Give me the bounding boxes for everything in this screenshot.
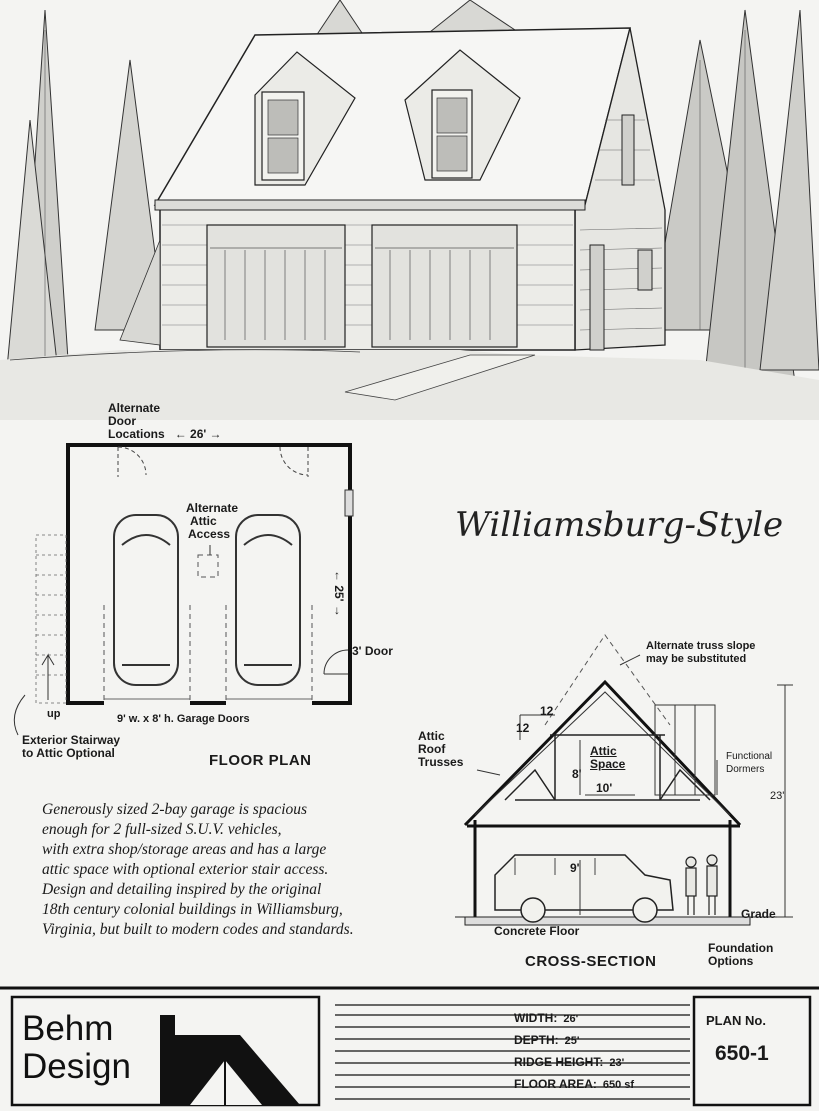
truss-slope-note: Alternate truss slope may be substituted bbox=[646, 640, 756, 665]
attic-width-label: 10' bbox=[596, 781, 613, 795]
pitch-rise-label: 12 bbox=[516, 721, 530, 735]
description-line: Design and detailing inspired by the original bbox=[42, 881, 322, 898]
description-line: Generously sized 2-bay garage is spacious bbox=[42, 801, 308, 818]
cross-section-title: CROSS-SECTION bbox=[525, 953, 657, 970]
concrete-floor-label: Concrete Floor bbox=[494, 924, 580, 938]
width-dimension: ← 26' → bbox=[174, 427, 222, 441]
garage-doors-label: 9' w. x 8' h. Garage Doors bbox=[117, 713, 250, 725]
grade-label: Grade bbox=[741, 907, 776, 921]
plan-number: 650-1 bbox=[715, 1042, 769, 1065]
spec-floor-area: FLOOR AREA: 650 sf bbox=[514, 1077, 635, 1091]
cross-section-drawing bbox=[455, 630, 819, 940]
attic-space-label: Attic Space bbox=[590, 744, 626, 771]
plan-number-label: PLAN No. bbox=[706, 1013, 766, 1028]
description-line: 18th century colonial buildings in Williamsburg, bbox=[42, 901, 343, 918]
stair-up-label: up bbox=[47, 708, 61, 720]
description-line: enough for 2 full-sized S.U.V. vehicles, bbox=[42, 821, 282, 838]
spec-depth: DEPTH: 25' bbox=[514, 1033, 580, 1047]
attic-height-label: 8' bbox=[572, 767, 582, 781]
door-label: 3' Door bbox=[352, 644, 393, 658]
attic-trusses-label: Attic Roof Trusses bbox=[418, 729, 464, 769]
functional-dormers-label: Functional Dormers bbox=[726, 751, 773, 775]
attic-access-label: Alternate Attic Access bbox=[186, 501, 239, 541]
foundation-options-label: Foundation Options bbox=[708, 941, 774, 968]
exterior-stairway-label: Exterior Stairway to Attic Optional bbox=[22, 733, 121, 760]
description-line: Virginia, but built to modern codes and standards. bbox=[42, 921, 354, 938]
spec-width: WIDTH: 26' bbox=[514, 1011, 579, 1025]
ridge-height-dimension: 23' bbox=[770, 790, 785, 802]
depth-dimension: ← 25' → bbox=[332, 570, 346, 617]
garage-elevation-illustration bbox=[0, 0, 819, 420]
style-title: Williamsburg-Style bbox=[455, 505, 784, 545]
spec-ridge-height: RIDGE HEIGHT: 23' bbox=[514, 1055, 625, 1069]
description-line: with extra shop/storage areas and has a large bbox=[42, 841, 327, 858]
description-paragraph bbox=[42, 800, 462, 940]
wall-height-label: 9' bbox=[570, 861, 580, 875]
behm-design-logo-text: Behm Design bbox=[22, 1009, 131, 1086]
alternate-door-label: Alternate Door Locations ← 26' → bbox=[108, 401, 222, 441]
description-line: attic space with optional exterior stair access. bbox=[42, 861, 329, 878]
behm-design-logo-mark bbox=[160, 1015, 300, 1105]
floor-plan-title: FLOOR PLAN bbox=[209, 752, 312, 769]
pitch-run-label: 12 bbox=[540, 704, 554, 718]
